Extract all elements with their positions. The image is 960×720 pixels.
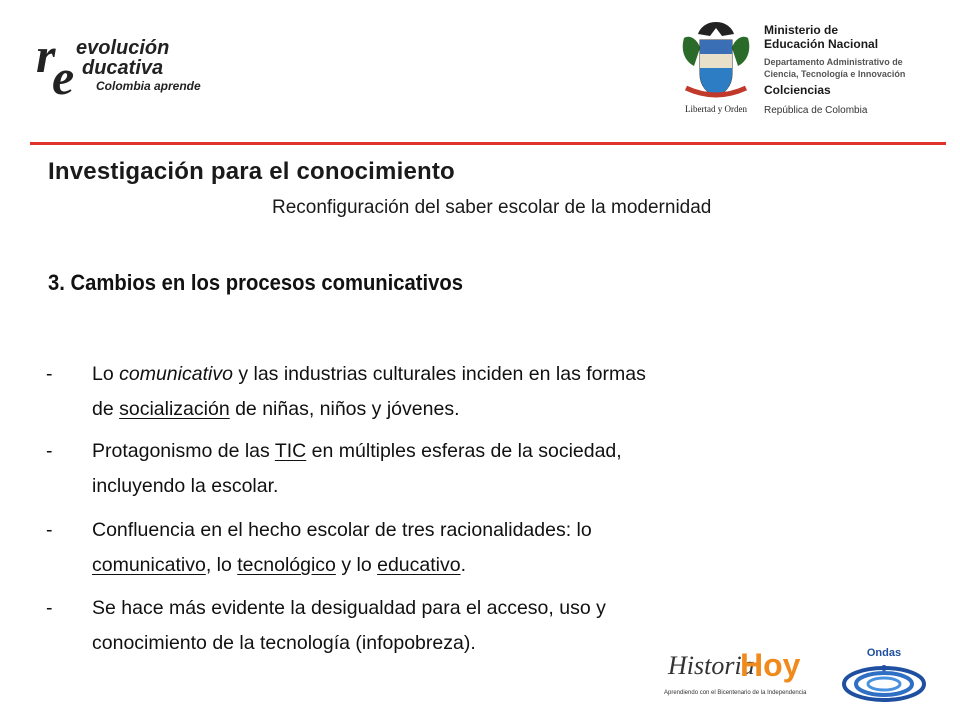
bullet-text: Se hace más evidente la desigualdad para el acceso, uso y conocimiento de la tecnología (infopobreza). xyxy=(92,597,606,654)
hoy-word: Hoy xyxy=(740,647,801,683)
bullet-dash: - xyxy=(46,440,53,462)
section-heading: 3. Cambios en los procesos comunicativos xyxy=(48,270,464,295)
dept-line2: Ciencia, Tecnología e Innovación xyxy=(764,69,906,79)
ministry-name-line2: Educación Nacional xyxy=(764,37,879,51)
dept-line1: Departamento Administrativo de xyxy=(764,57,903,67)
ministry-name-line1: Ministerio de xyxy=(764,23,839,37)
bullet-dash: - xyxy=(46,597,53,619)
ondas-drop xyxy=(881,665,887,671)
logo-line2: ducativa xyxy=(82,57,164,79)
colombia-coat-of-arms-icon xyxy=(676,18,756,118)
historia-hoy-logo xyxy=(660,640,816,702)
logo-tagline: Colombia aprende xyxy=(96,79,201,93)
header-divider xyxy=(30,142,946,145)
ondas-ring-inner xyxy=(868,678,900,690)
logo-big-e: e xyxy=(52,49,75,100)
dept-name: Colciencias xyxy=(764,83,831,97)
bullet-text: Confluencia en el hecho escolar de tres racionalidades: lo comunicativo, lo tecnológico y lo educativo. xyxy=(92,519,592,576)
historia-tagline: Aprendiendo con el Bicentenario de la Independencia xyxy=(664,690,807,696)
bullet-dash: - xyxy=(46,519,53,541)
bullet-dash: - xyxy=(46,363,53,385)
page-title: Investigación para el conocimiento xyxy=(48,158,455,185)
ondas-logo xyxy=(840,644,928,706)
historia-word: Historia xyxy=(668,651,755,680)
coat-motto: Libertad y Orden xyxy=(685,104,747,114)
ondas-ring-middle xyxy=(856,673,912,695)
bullet-text: Lo comunicativo y las industrias culturales inciden en las formas de socialización de niñas, niños y jóvenes. xyxy=(92,363,646,420)
country-name: República de Colombia xyxy=(764,105,868,116)
ondas-word: Ondas xyxy=(866,647,902,659)
logo-big-r: r xyxy=(36,28,56,83)
logo-line1: evolución xyxy=(76,37,170,59)
bullet-text: Protagonismo de las TIC en múltiples esferas de la sociedad, incluyendo la escolar. xyxy=(92,440,622,497)
page-subtitle: Reconfiguración del saber escolar de la modernidad xyxy=(272,197,712,218)
revolucion-educativa-logo xyxy=(36,28,226,100)
